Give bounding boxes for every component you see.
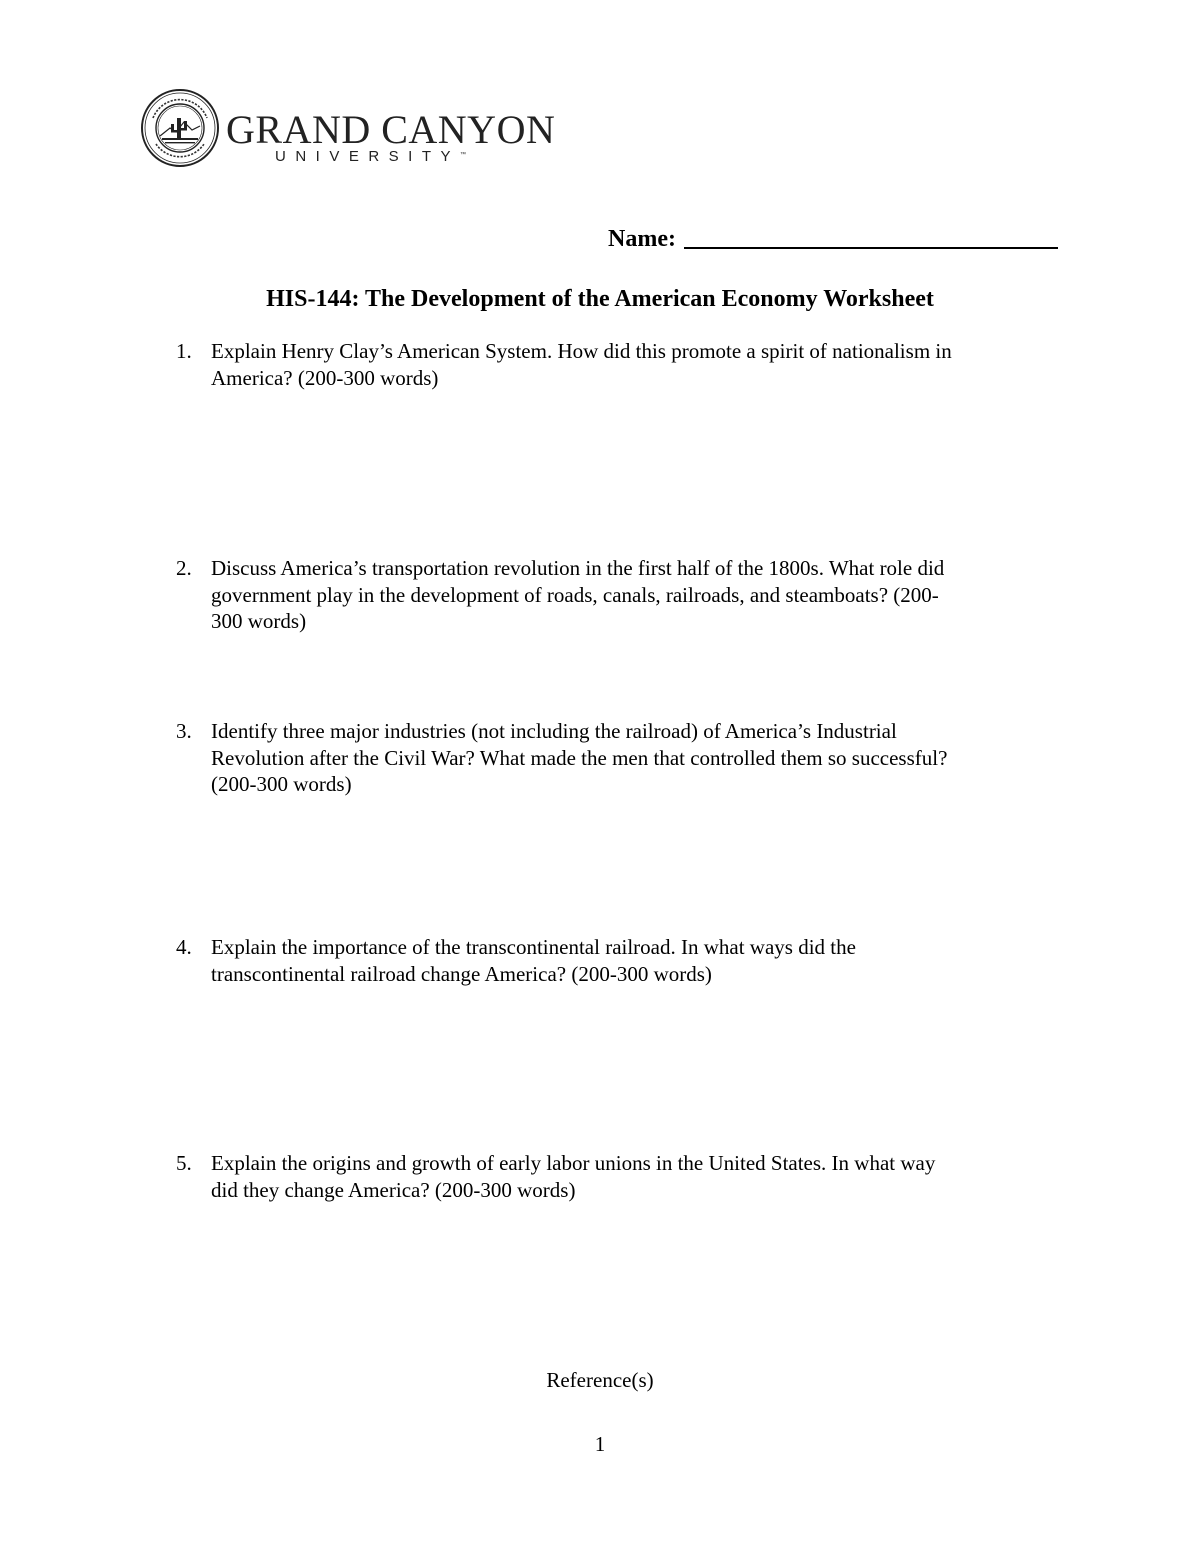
question-number: 4. <box>176 935 192 959</box>
page-title: HIS-144: The Development of the American Economy Worksheet <box>266 286 934 312</box>
question-line: 300 words) <box>211 609 307 633</box>
university-seal-icon <box>140 88 220 168</box>
question-text <box>211 555 1061 635</box>
question-line: transcontinental railroad change America? (200-300 words) <box>211 961 712 986</box>
university-logo <box>140 88 556 168</box>
question-text <box>211 1150 1061 1203</box>
references-heading: Reference(s) <box>546 1368 654 1392</box>
logo-wordmark-sub <box>275 148 466 166</box>
logo-wordmark-main: GRAND CANYON <box>226 107 556 152</box>
page-number: 1 <box>594 1432 606 1456</box>
question-number: 1. <box>176 339 192 363</box>
trademark-symbol: ™ <box>460 152 467 158</box>
question-line: Explain Henry Clay’s American System. How did this promote a spirit of nationalism in <box>211 339 952 363</box>
question-line: (200-300 words) <box>211 772 352 796</box>
question-line: Explain the origins and growth of early labor unions in the United States. In what way <box>211 1151 936 1175</box>
question-number: 3. <box>176 719 192 743</box>
name-field[interactable] <box>684 223 1058 249</box>
name-label: Name: <box>608 226 676 252</box>
question-number: 5. <box>176 1151 192 1175</box>
question-text <box>211 338 1061 391</box>
question-line: America? (200-300 words) <box>211 365 439 390</box>
question-text <box>211 934 1061 987</box>
question-line: Identify three major industries (not including the railroad) of America’s Industrial <box>211 719 897 743</box>
question-line: Revolution after the Civil War? What made the men that controlled them so successful? <box>211 745 948 770</box>
question-line: Explain the importance of the transcontinental railroad. In what ways did the <box>211 935 856 959</box>
question-line: government play in the development of roads, canals, railroads, and steamboats? (200- <box>211 582 939 607</box>
question-line: did they change America? (200-300 words) <box>211 1177 576 1202</box>
name-row <box>608 220 1058 254</box>
logo-wordmark-sub-text: UNIVERSITY <box>275 148 461 165</box>
question-number: 2. <box>176 556 192 580</box>
question-text <box>211 718 1061 798</box>
question-line: Discuss America’s transportation revolution in the first half of the 1800s. What role did <box>211 556 945 580</box>
